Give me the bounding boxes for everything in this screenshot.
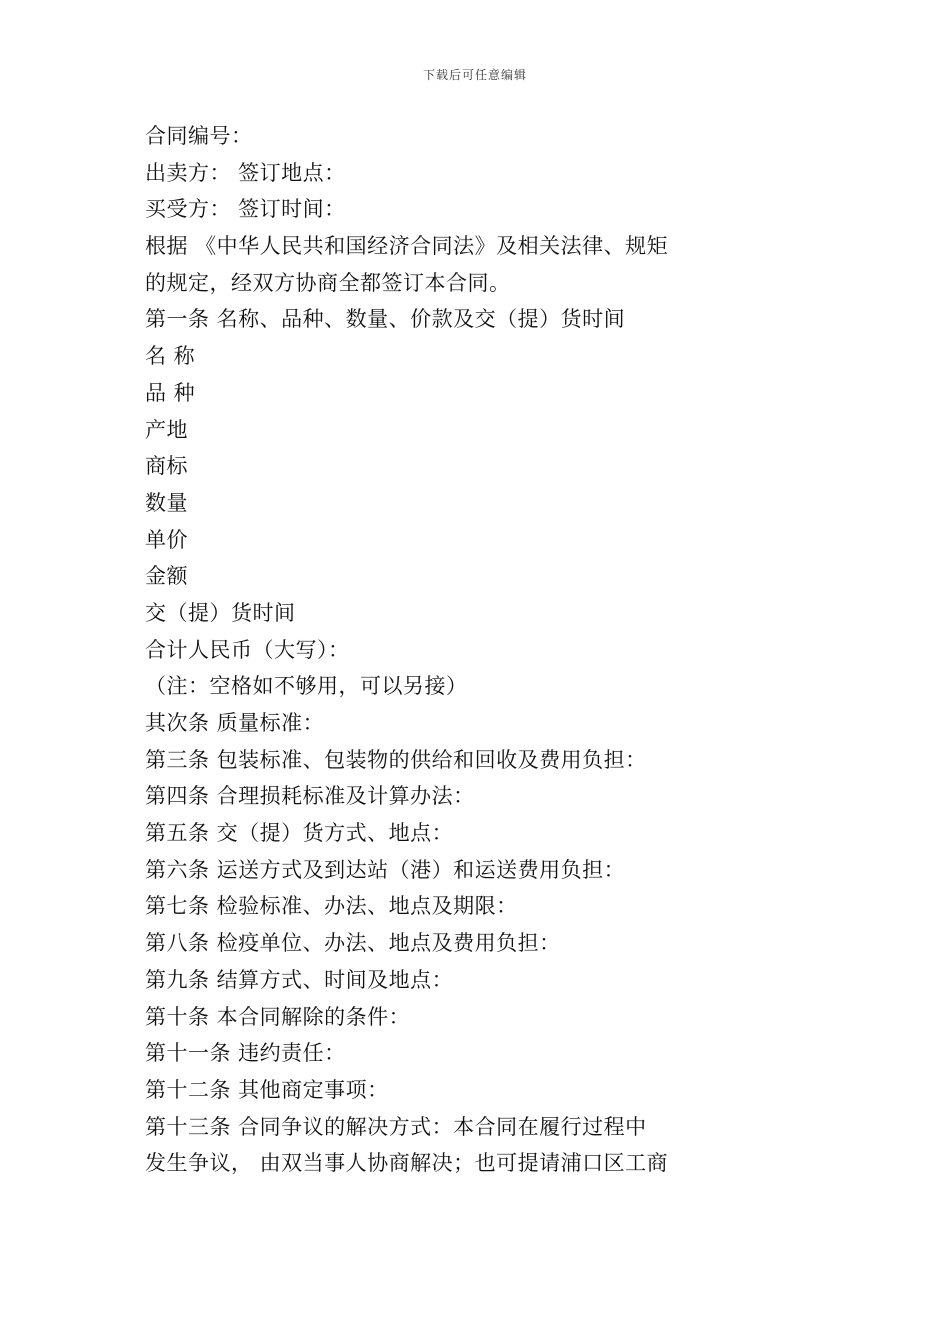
field-name: 名 称 [145,344,196,369]
article-3-heading: 第三条 包装标准、包装物的供给和回收及费用负担： [145,747,647,772]
article-13-line-1: 第十三条 合同争议的解决方式：本合同在履行过程中 [145,1114,647,1139]
buyer-line: 买受方： 签订时间： [145,197,346,222]
article-5-heading: 第五条 交（提）货方式、地点： [145,821,454,846]
article-8-heading: 第八条 检疫单位、办法、地点及费用负担： [145,931,561,956]
field-amount: 金额 [145,564,188,589]
field-unit-price: 单价 [145,527,188,552]
field-delivery-time: 交（提）货时间 [145,600,296,625]
article-9-heading: 第九条 结算方式、时间及地点： [145,967,454,992]
field-trademark: 商标 [145,454,188,479]
preamble-line-2: 的规定，经双方协商全都签订本合同。 [145,270,511,295]
article-4-heading: 第四条 合理损耗标准及计算办法： [145,784,475,809]
article-2-heading: 其次条 质量标准： [145,711,325,735]
preamble-line-1: 根据 《中华人民共和国经济合同法》及相关法律、规矩 [145,234,669,259]
article-12-heading: 第十二条 其他商定事项： [145,1077,389,1102]
article-10-heading: 第十条 本合同解除的条件： [145,1004,411,1029]
field-origin: 产地 [145,417,188,442]
article-7-heading: 第七条 检验标准、办法、地点及期限： [145,894,518,919]
article-13-line-2: 发生争议， 由双当事人协商解决；也可提请浦口区工商 [145,1151,669,1176]
contract-body [145,118,705,1182]
article-1-heading: 第一条 名称、品种、数量、价款及交（提）货时间 [145,307,626,332]
total-rmb-line: 合计人民币（大写）： [145,637,350,662]
field-variety: 品 种 [145,380,196,405]
article-6-heading: 第六条 运送方式及到达站（港）和运送费用负担： [145,857,626,882]
note-line: （注：空格如不够用，可以另接） [145,674,468,699]
seller-line: 出卖方： 签订地点： [145,160,346,185]
article-11-heading: 第十一条 违约责任： [145,1041,346,1066]
field-quantity: 数量 [145,490,188,515]
header-note: 下载后可任意编辑 [422,68,527,82]
contract-number-line: 合同编号： [145,124,253,148]
